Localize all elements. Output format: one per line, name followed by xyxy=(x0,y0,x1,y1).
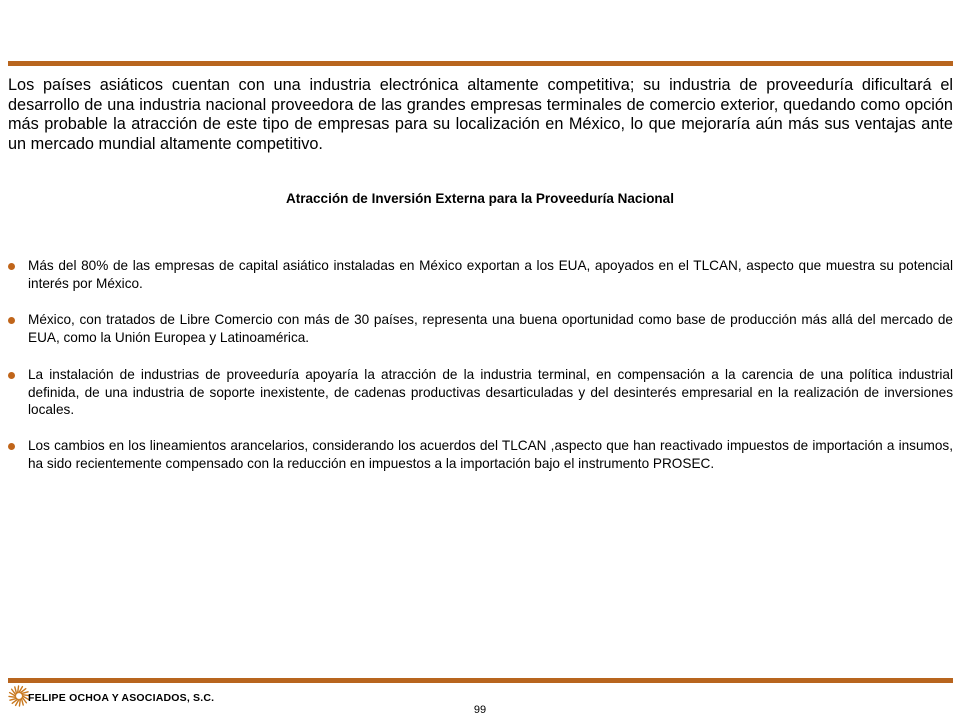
bullet-text: Más del 80% de las empresas de capital asiático instaladas en México exportan a los EUA, apoyados en el TLCAN, aspecto que muestra su potencial interés por México. xyxy=(28,258,953,291)
bullet-item xyxy=(8,366,953,419)
bullet-dot xyxy=(8,443,15,450)
section-title: Atracción de Inversión Externa para la Proveeduría Nacional xyxy=(286,191,674,206)
bullet-item xyxy=(8,311,953,346)
intro-paragraph: Los países asiáticos cuentan con una industria electrónica altamente competitiva; su industria de proveeduría dificultará el desarrollo de una industria nacional proveedora de las grandes empresas terminales de comercio exterior, quedando como opción más probable la atracción de este tipo de empresas para su localización en México, lo que mejoraría aún más sus ventajas ante un mercado mundial altamente competitivo. xyxy=(8,76,953,153)
bullet-dot xyxy=(8,263,15,270)
bullet-text: México, con tratados de Libre Comercio con más de 30 países, representa una buena oportunidad como base de producción más allá del mercado de EUA, como la Unión Europea y Latinoamérica. xyxy=(28,312,953,345)
bullet-dot xyxy=(8,372,15,379)
bottom-divider xyxy=(8,678,953,683)
company-name: FELIPE OCHOA Y ASOCIADOS, S.C. xyxy=(28,692,215,704)
top-divider xyxy=(8,61,953,66)
bullet-dot xyxy=(8,317,15,324)
bullet-item xyxy=(8,437,953,472)
bullet-item xyxy=(8,257,953,292)
page-number: 99 xyxy=(473,704,487,716)
bullet-text: La instalación de industrias de proveeduría apoyaría la atracción de la industria terminal, en compensación a la carencia de una política industrial definida, de una industria de soporte inexistente, de cadenas productivas desarticuladas y del desinterés empresarial en la realización de inversiones locales. xyxy=(28,367,953,417)
bullet-text: Los cambios en los lineamientos arancelarios, considerando los acuerdos del TLCAN ,aspecto que han reactivado impuestos de importación a insumos, ha sido recientemente compensado con la reducción en impuestos a la importación bajo el instrumento PROSEC. xyxy=(28,438,953,471)
